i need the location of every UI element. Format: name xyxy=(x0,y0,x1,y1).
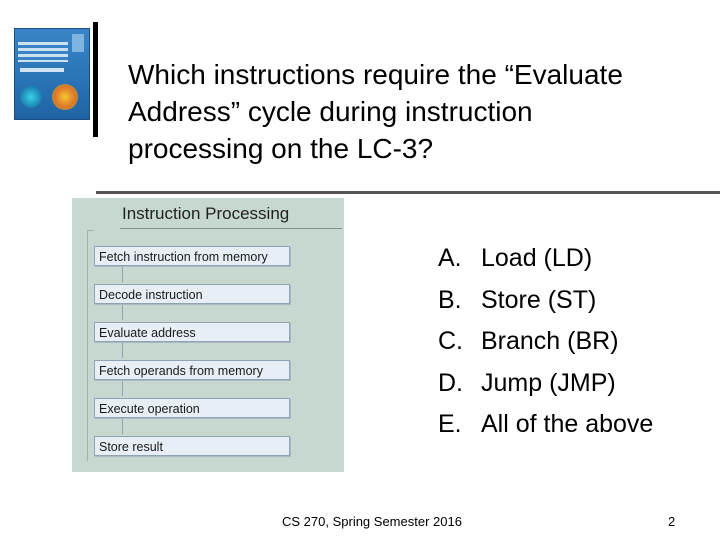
option-letter: C. xyxy=(438,327,463,355)
step-connector xyxy=(122,379,123,396)
textbook-cover-image xyxy=(14,28,90,120)
option-letter: D. xyxy=(438,368,463,397)
step-fetch-instruction: Fetch instruction from memory xyxy=(94,246,290,266)
loop-arrow xyxy=(87,230,94,461)
option-letter: A. xyxy=(438,244,462,272)
slide-title xyxy=(128,56,708,167)
option-letter: E. xyxy=(438,410,462,438)
step-connector xyxy=(122,417,123,434)
title-line: Which instructions require the “Evaluate xyxy=(128,59,623,90)
step-execute: Execute operation xyxy=(94,398,290,418)
figure-title-underline xyxy=(120,228,342,229)
cover-circle-graphic xyxy=(52,84,78,110)
instruction-processing-figure xyxy=(72,198,344,472)
title-line: processing on the LC-3? xyxy=(128,133,434,164)
step-store-result: Store result xyxy=(94,436,290,456)
cover-circle-graphic xyxy=(20,86,42,108)
step-decode: Decode instruction xyxy=(94,284,290,304)
cover-title-graphic xyxy=(18,42,68,62)
cover-corner-graphic xyxy=(72,34,84,52)
answer-options xyxy=(438,238,653,446)
option-text: Jump (JMP) xyxy=(481,368,616,397)
step-connector xyxy=(122,303,123,320)
option-letter: B. xyxy=(438,285,462,314)
step-connector xyxy=(122,341,123,358)
option-b xyxy=(438,280,653,322)
option-d xyxy=(438,363,653,405)
step-connector xyxy=(122,265,123,282)
step-evaluate-address: Evaluate address xyxy=(94,322,290,342)
title-line: Address” cycle during instruction xyxy=(128,96,533,127)
title-divider-bar xyxy=(93,22,98,137)
header-rule xyxy=(96,191,720,194)
figure-title: Instruction Processing xyxy=(122,204,290,223)
option-text: Branch (BR) xyxy=(481,327,619,355)
option-a xyxy=(438,238,653,280)
option-e xyxy=(438,404,653,446)
step-fetch-operands: Fetch operands from memory xyxy=(94,360,290,380)
option-text: Store (ST) xyxy=(481,285,597,314)
option-text: Load (LD) xyxy=(481,244,593,272)
footer-course: CS 270, Spring Semester 2016 xyxy=(282,514,462,529)
cover-subtitle-graphic xyxy=(20,68,64,72)
option-c xyxy=(438,321,653,363)
page-number: 2 xyxy=(668,514,676,529)
option-text: All of the above xyxy=(481,410,654,438)
